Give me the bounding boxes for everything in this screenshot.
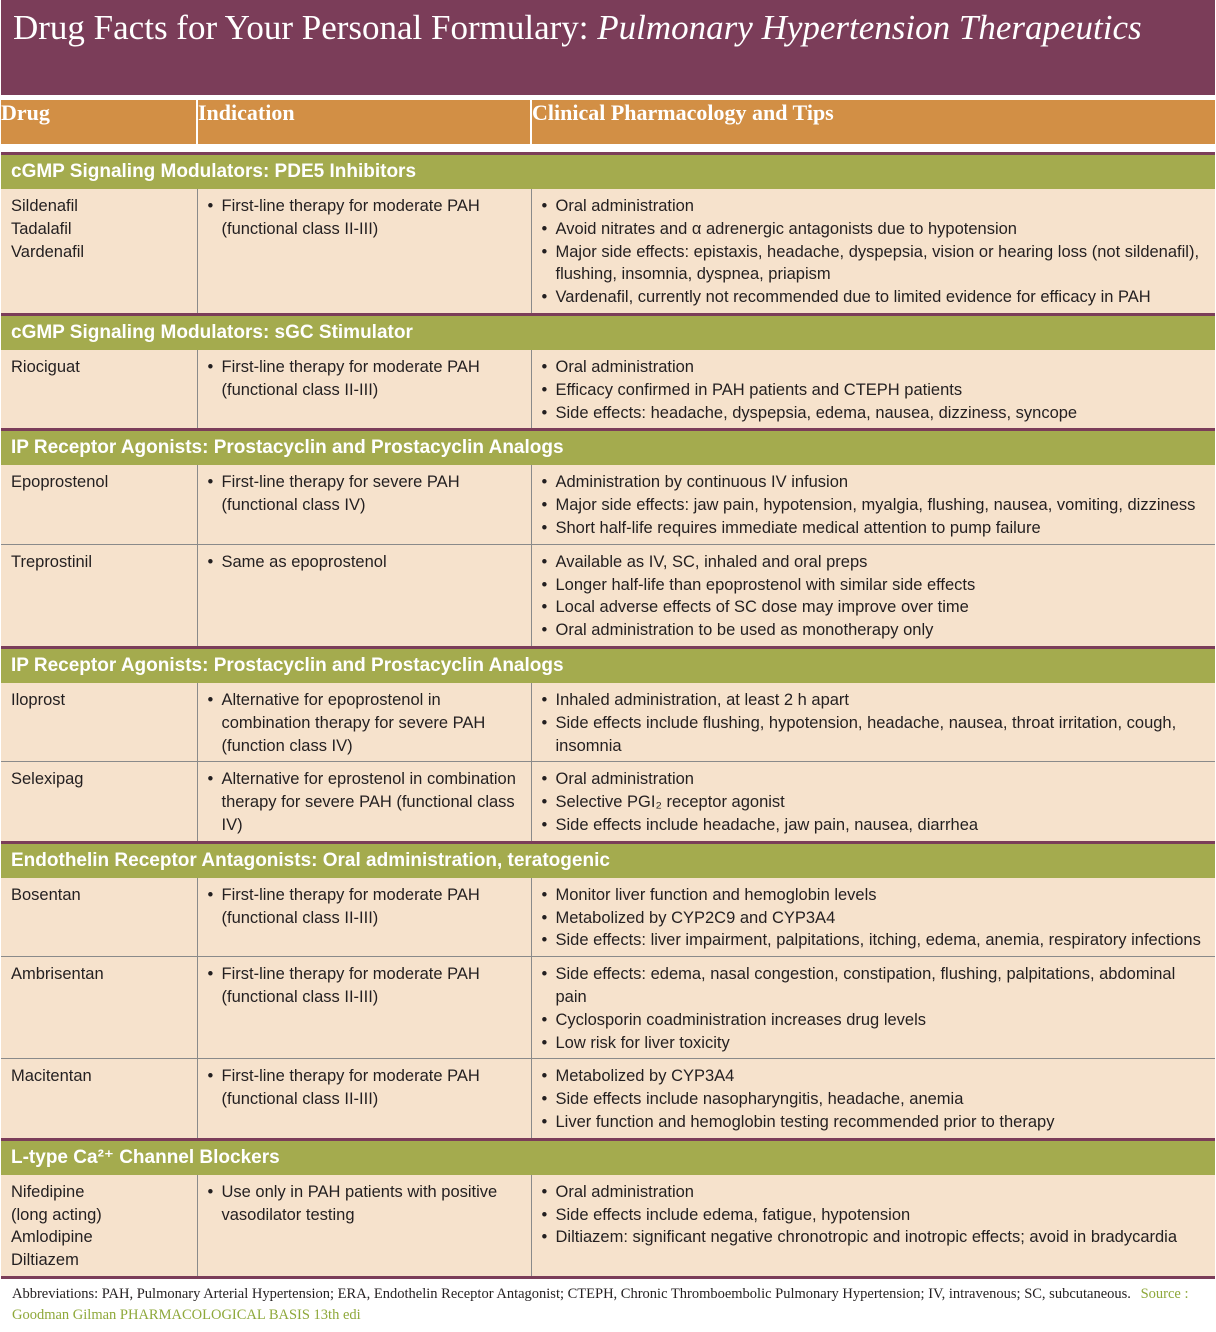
- indication-list: [208, 195, 521, 241]
- tip-item: • Efficacy confirmed in PAH patients and CTEPH patients: [542, 379, 1206, 402]
- section-header-row: [1, 842, 1215, 878]
- tips-cell: [531, 762, 1215, 842]
- tips-list: [542, 884, 1206, 952]
- indication-cell: [197, 683, 531, 762]
- drug-name: Bosentan: [11, 885, 81, 904]
- tip-item: • Major side effects: jaw pain, hypotension, myalgia, flushing, nausea, vomiting, dizziness: [542, 494, 1206, 517]
- tips-cell: [531, 1059, 1215, 1139]
- indication-cell: [197, 1175, 531, 1278]
- drug-cell: [1, 1059, 197, 1139]
- tip-item: • Administration by continuous IV infusion: [542, 471, 1206, 494]
- table-row: [1, 465, 1215, 544]
- tip-item: • Avoid nitrates and α adrenergic antagonists due to hypotension: [542, 218, 1206, 241]
- drug-name: (long acting): [11, 1205, 102, 1224]
- indication-cell: [197, 878, 531, 957]
- tip-item: • Oral administration: [542, 1181, 1206, 1204]
- table-row: [1, 957, 1215, 1059]
- drug-name: Vardenafil: [11, 242, 85, 261]
- table-row: [1, 1059, 1215, 1139]
- tip-item: • Side effects include edema, fatigue, hypotension: [542, 1204, 1206, 1227]
- tip-item: • Liver function and hemoglobin testing recommended prior to therapy: [542, 1111, 1206, 1134]
- tips-list: [542, 195, 1206, 309]
- indication-item: • Same as epoprostenol: [208, 551, 521, 574]
- indication-cell: [197, 762, 531, 842]
- tip-item: • Side effects: headache, dyspepsia, edema, nausea, dizziness, syncope: [542, 402, 1206, 425]
- tip-item: • Oral administration: [542, 768, 1206, 791]
- section-title: cGMP Signaling Modulators: PDE5 Inhibitors: [1, 154, 1215, 190]
- indication-list: [208, 1181, 521, 1227]
- indication-item: • Alternative for epoprostenol in combination therapy for severe PAH (function class IV): [208, 689, 521, 757]
- tip-item: • Inhaled administration, at least 2 h apart: [542, 689, 1206, 712]
- table-row: [1, 189, 1215, 314]
- drug-cell: [1, 878, 197, 957]
- tips-cell: [531, 544, 1215, 647]
- table-row: [1, 544, 1215, 647]
- tip-item: • Short half-life requires immediate medical attention to pump failure: [542, 517, 1206, 540]
- tip-item: • Oral administration to be used as monotherapy only: [542, 619, 1206, 642]
- tips-list: [542, 1065, 1206, 1133]
- table-row: [1, 1175, 1215, 1278]
- drug-cell: [1, 683, 197, 762]
- drug-name: Tadalafil: [11, 219, 72, 238]
- tip-item: • Side effects: liver impairment, palpitations, itching, edema, anemia, respiratory infections: [542, 929, 1206, 952]
- indication-item: • First-line therapy for moderate PAH (functional class II-III): [208, 884, 521, 930]
- table-header-row: [1, 100, 1215, 144]
- tip-item: • Side effects: edema, nasal congestion, constipation, flushing, palpitations, abdominal pain: [542, 963, 1206, 1009]
- tip-item: • Side effects include headache, jaw pain, nausea, diarrhea: [542, 814, 1206, 837]
- tips-list: [542, 768, 1206, 836]
- tips-list: [542, 471, 1206, 539]
- drug-name: Ambrisentan: [11, 965, 104, 984]
- table-row: [1, 878, 1215, 957]
- tip-item: • Oral administration: [542, 195, 1206, 218]
- table-row: [1, 683, 1215, 762]
- section-title: Endothelin Receptor Antagonists: Oral administration, teratogenic: [1, 842, 1215, 878]
- drug-name: Sildenafil: [11, 197, 78, 215]
- indication-item: • First-line therapy for moderate PAH (functional class II-III): [208, 356, 521, 402]
- title-main: Drug Facts for Your Personal Formulary:: [13, 8, 598, 47]
- drug-cell: [1, 189, 197, 314]
- table-row: [1, 350, 1215, 430]
- indication-item: • First-line therapy for moderate PAH (functional class II-III): [208, 195, 521, 241]
- drug-name: Selexipag: [11, 770, 84, 789]
- indication-item: • First-line therapy for moderate PAH (functional class II-III): [208, 1065, 521, 1111]
- drug-name: Iloprost: [11, 690, 66, 709]
- drug-name: Epoprostenol: [11, 473, 109, 492]
- tip-item: • Metabolized by CYP2C9 and CYP3A4: [542, 907, 1206, 930]
- indication-list: [208, 551, 521, 574]
- tips-list: [542, 356, 1206, 424]
- tip-item: • Diltiazem: significant negative chronotropic and inotropic effects; avoid in bradycardia: [542, 1226, 1206, 1249]
- section-header-row: [1, 1139, 1215, 1175]
- indication-item: • Alternative for eprostenol in combination therapy for severe PAH (functional class IV): [208, 768, 521, 836]
- tips-cell: [531, 957, 1215, 1059]
- drug-cell: [1, 957, 197, 1059]
- tip-item: • Metabolized by CYP3A4: [542, 1065, 1206, 1088]
- tip-item: • Major side effects: epistaxis, headache, dyspepsia, vision or hearing loss (not sildenafil), flushing, insomnia, dyspnea, priapism: [542, 241, 1206, 287]
- abbreviations-note: Abbreviations: PAH, Pulmonary Arterial Hypertension; ERA, Endothelin Receptor Antagonist; CTEPH, Chronic Thromboembolic Pulmonary Hypertension; IV, intravenous; SC, subcutaneous.: [12, 1285, 1131, 1302]
- drug-name: Treprostinil: [11, 552, 92, 571]
- section-header-row: [1, 430, 1215, 466]
- tips-list: [542, 551, 1206, 642]
- tip-item: • Local adverse effects of SC dose may improve over time: [542, 596, 1206, 619]
- tips-list: [542, 689, 1206, 757]
- tips-list: [542, 1181, 1206, 1249]
- footer: [0, 1279, 1216, 1326]
- section-title: L-type Ca²⁺ Channel Blockers: [1, 1139, 1215, 1175]
- indication-cell: [197, 189, 531, 314]
- table-row: [1, 762, 1215, 842]
- indication-cell: [197, 957, 531, 1059]
- tip-item: • Oral administration: [542, 356, 1206, 379]
- drug-cell: [1, 544, 197, 647]
- tip-item: • Longer half-life than epoprostenol with similar side effects: [542, 574, 1206, 597]
- indication-item: • First-line therapy for severe PAH (functional class IV): [208, 471, 521, 517]
- section-title: cGMP Signaling Modulators: sGC Stimulator: [1, 314, 1215, 350]
- header-spacer: [1, 144, 1215, 154]
- tips-cell: [531, 189, 1215, 314]
- drug-cell: [1, 1175, 197, 1278]
- tips-cell: [531, 465, 1215, 544]
- drug-cell: [1, 465, 197, 544]
- tips-cell: [531, 1175, 1215, 1278]
- indication-item: • First-line therapy for moderate PAH (functional class II-III): [208, 963, 521, 1009]
- tip-item: • Side effects include nasopharyngitis, headache, anemia: [542, 1088, 1206, 1111]
- page-title: [1, 0, 1215, 95]
- column-header-indication: Indication: [197, 100, 531, 144]
- section-header-row: [1, 154, 1215, 190]
- indication-list: [208, 884, 521, 930]
- tips-list: [542, 963, 1206, 1054]
- tip-item: • Available as IV, SC, inhaled and oral preps: [542, 551, 1206, 574]
- column-header-clinical-pharmacology: Clinical Pharmacology and Tips: [531, 100, 1215, 144]
- drug-name: Macitentan: [11, 1067, 92, 1086]
- tips-cell: [531, 878, 1215, 957]
- tip-item: • Low risk for liver toxicity: [542, 1032, 1206, 1055]
- tip-item: • Cyclosporin coadministration increases drug levels: [542, 1009, 1206, 1032]
- indication-list: [208, 1065, 521, 1111]
- drug-name: Nifedipine: [11, 1182, 85, 1201]
- indication-list: [208, 471, 521, 517]
- title-italic: Pulmonary Hypertension Therapeutics: [597, 8, 1142, 47]
- indication-list: [208, 356, 521, 402]
- source-note: Source : Goodman Gilman PHARMACOLOGICAL BASIS 13th edi: [12, 1285, 1189, 1323]
- drug-cell: [1, 762, 197, 842]
- indication-item: • Use only in PAH patients with positive vasodilator testing: [208, 1181, 521, 1227]
- tips-cell: [531, 350, 1215, 430]
- drug-facts-table: [1, 100, 1215, 1279]
- drug-name: Riociguat: [11, 357, 80, 376]
- indication-cell: [197, 544, 531, 647]
- indication-list: [208, 689, 521, 757]
- tip-item: • Selective PGI₂ receptor agonist: [542, 791, 1206, 814]
- indication-list: [208, 963, 521, 1009]
- table-body: [1, 144, 1215, 1279]
- tip-item: • Monitor liver function and hemoglobin levels: [542, 884, 1206, 907]
- section-title: IP Receptor Agonists: Prostacyclin and Prostacyclin Analogs: [1, 430, 1215, 466]
- tips-cell: [531, 683, 1215, 762]
- indication-list: [208, 768, 521, 836]
- drug-cell: [1, 350, 197, 430]
- column-header-drug: Drug: [1, 100, 197, 144]
- indication-cell: [197, 350, 531, 430]
- section-header-row: [1, 647, 1215, 683]
- indication-cell: [197, 1059, 531, 1139]
- drug-name: Diltiazem: [11, 1251, 79, 1270]
- section-header-row: [1, 314, 1215, 350]
- tip-item: • Vardenafil, currently not recommended due to limited evidence for efficacy in PAH: [542, 286, 1206, 309]
- tip-item: • Side effects include flushing, hypotension, headache, nausea, throat irritation, cough, insomnia: [542, 712, 1206, 758]
- indication-cell: [197, 465, 531, 544]
- drug-name: Amlodipine: [11, 1228, 93, 1247]
- section-title: IP Receptor Agonists: Prostacyclin and Prostacyclin Analogs: [1, 647, 1215, 683]
